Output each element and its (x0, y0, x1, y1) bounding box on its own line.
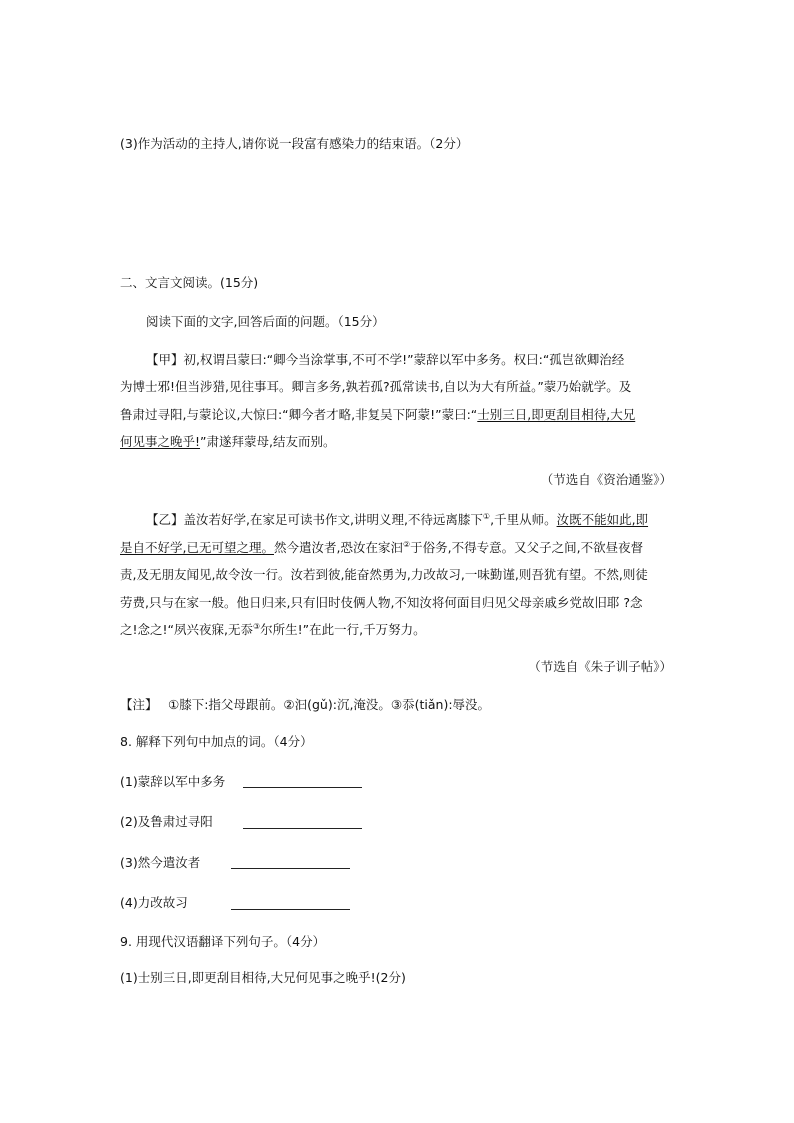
q8-answer-blank-2[interactable] (243, 828, 362, 829)
yi-line-5-text-b: 尔所生!”在此一行,千万努力。 (260, 622, 426, 637)
q8-item-2: (2)及鲁肃过寻阳 (120, 814, 213, 829)
jia-underlined-sentence-a: 士别三日,即更刮目相待,大兄 (477, 407, 636, 422)
q8-answer-blank-1[interactable] (243, 787, 362, 788)
notes (120, 697, 490, 713)
yi-source: （节选自《朱子训子帖》） (528, 659, 672, 674)
question-9-title: 9. 用现代汉语翻译下列句子。（4分） (120, 934, 326, 949)
q8-item-3: (3)然今遣汝者 (120, 855, 201, 870)
yi-line-1-text-b: ,千里从师。 (490, 512, 557, 527)
yi-line-5 (120, 622, 426, 638)
yi-line-2-text-b: 于俗务,不得专意。又父子之间,不欲昼夜督 (410, 540, 644, 555)
jia-line-3 (120, 407, 635, 423)
jia-line-4 (120, 434, 335, 450)
q8-answer-blank-3[interactable] (231, 868, 350, 869)
jia-line-4-text: ”肃遂拜蒙母,结友而别。 (200, 434, 336, 449)
footnote-mark-1: ① (482, 511, 491, 521)
q9-item-1: (1)士别三日,即更刮目相待,大兄何见事之晚乎!(2分) (120, 970, 406, 985)
question-3: (3)作为活动的主持人,请你说一段富有感染力的结束语。（2分） (120, 136, 469, 151)
section-instruction: 阅读下面的文字,回答后面的问题。（15分） (146, 314, 385, 329)
jia-source: （节选自《资治通鉴》） (540, 472, 672, 487)
question-8-title: 8. 解释下列句中加点的词。（4分） (120, 734, 313, 749)
footnote-mark-3: ③ (252, 621, 261, 631)
note-text: ①膝下:指父母跟前。②汩(gǔ):沉,淹没。③忝(tiǎn):辱没。 (168, 697, 491, 712)
yi-line-2 (120, 540, 643, 556)
q8-answer-blank-4[interactable] (231, 909, 350, 910)
jia-underlined-sentence-b: 何见事之晚乎! (120, 434, 201, 449)
yi-line-5-text-a: 之!念之!“夙兴夜寐,无忝 (120, 622, 253, 637)
yi-underlined-sentence-a: 汝既不能如此,即 (556, 512, 649, 527)
q8-item-1: (1)蒙辞以军中多务 (120, 774, 226, 789)
yi-line-2-text-a: 然今遣汝者,恐汝在家汩 (273, 540, 403, 555)
footnote-mark-2: ② (402, 539, 411, 549)
yi-line-3: 责,及无朋友闻见,故令汝一行。汝若到彼,能奋然勇为,力改故习,一味勤谨,则吾犹有望。不然,则徒 (120, 567, 648, 582)
yi-line-1 (146, 512, 648, 528)
jia-line-1: 【甲】初,权谓吕蒙曰:“卿今当涂掌事,不可不学!”蒙辞以军中多务。权曰:“孤岂欲卿治经 (146, 352, 625, 367)
jia-line-3-text: 鲁肃过寻阳,与蒙论议,大惊曰:“卿今者才略,非复吴下阿蒙!”蒙曰:“ (120, 407, 478, 422)
yi-line-1-text-a: 【乙】盖汝若好学,在家足可读书作文,讲明义理,不待远离膝下 (146, 512, 483, 527)
note-label: 【注】 (120, 697, 158, 712)
section-title: 二、文言文阅读。(15分) (120, 275, 259, 290)
jia-line-2: 为博士邪!但当涉猎,见往事耳。卿言多务,孰若孤?孤常读书,自以为大有所益。”蒙乃始就学。及 (120, 379, 632, 394)
yi-underlined-sentence-b: 是自不好学,已无可望之理。 (120, 540, 274, 555)
q8-item-4: (4)力改故习 (120, 895, 188, 910)
yi-line-4: 劳费,只与在家一般。他日归来,只有旧时伎俩人物,不知汝将何面目归见父母亲戚乡党故旧耶 ?念 (120, 595, 643, 610)
